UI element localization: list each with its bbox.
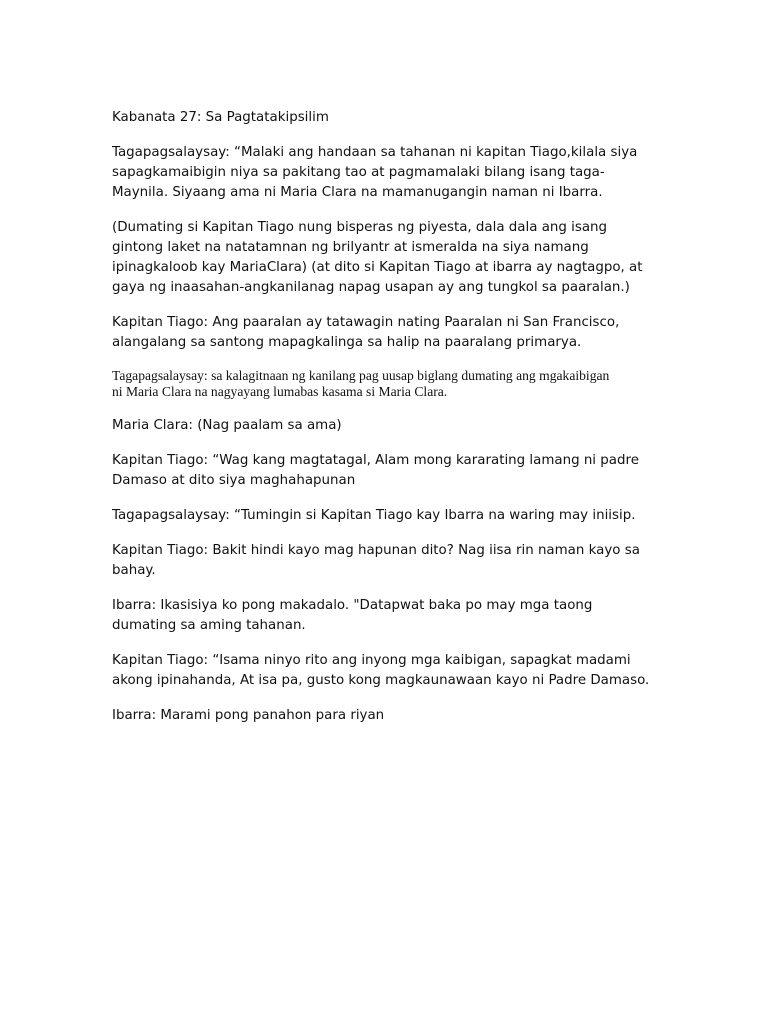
paragraph-narrator-glance: Tagapagsalaysay: “Tumingin si Kapitan Tiago kay Ibarra na waring may iniisip.: [112, 508, 636, 523]
paragraph-maria-clara: Maria Clara: (Nag paalam sa ama): [112, 418, 342, 433]
chapter-title: Kabanata 27: Sa Pagtatakipsilim: [112, 110, 329, 125]
paragraph-kapitan-tiago-invite: Kapitan Tiago: Bakit hindi kayo mag hapunan dito? Nag iisa rin naman kayo sa bahay.: [112, 543, 640, 578]
paragraph-kapitan-tiago-school: Kapitan Tiago: Ang paaralan ay tatawagin nating Paaralan ni San Francisco, alangalang sa santong mapagkalinga sa halip na paaralang primarya.: [112, 315, 620, 350]
paragraph-kapitan-tiago-friends: Kapitan Tiago: “Isama ninyo rito ang inyong mga kaibigan, sapagkat madami akong ipinahanda, At isa pa, gusto kong magkaunawaan kayo ni Padre Damaso.: [112, 653, 650, 688]
paragraph-ibarra-reply: Ibarra: Ikasisiya ko pong makadalo. "Datapwat baka po may mga taong dumating sa aming tahanan.: [112, 598, 593, 633]
paragraph-ibarra-closing: Ibarra: Marami pong panahon para riyan: [112, 708, 385, 723]
paragraph-narrator-friends: Tagapagsalaysay: sa kalagitnaan ng kanilang pag uusap biglang dumating ang mgakaibigan ni Maria Clara na nagyayang lumabas kasama si Maria Clara.: [112, 368, 610, 399]
paragraph-stage-direction: (Dumating si Kapitan Tiago nung bisperas ng piyesta, dala dala ang isang gintong laket na natatamnan ng brilyantr at ismeralda na siya namang ipinagkaloob kay MariaClara) (at dito si Kapitan Tiago at ibarra ay nagtagpo, at gaya ng inaasahan-angkanilanag napag usapan ay ang tungkol sa paaralan.): [112, 220, 643, 295]
document-body: [112, 108, 672, 741]
paragraph-kapitan-tiago-warning: Kapitan Tiago: “Wag kang magtatagal, Alam mong kararating lamang ni padre Damaso at dito siya maghahapunan: [112, 453, 639, 488]
paragraph-narrator-intro: Tagapagsalaysay: “Malaki ang handaan sa tahanan ni kapitan Tiago,kilala siya sapagkamaibigin niya sa pakitang tao at pagmamalaki bilang isang taga- Maynila. Siyaang ama ni Maria Clara na mamanugangin naman ni Ibarra.: [112, 145, 638, 200]
